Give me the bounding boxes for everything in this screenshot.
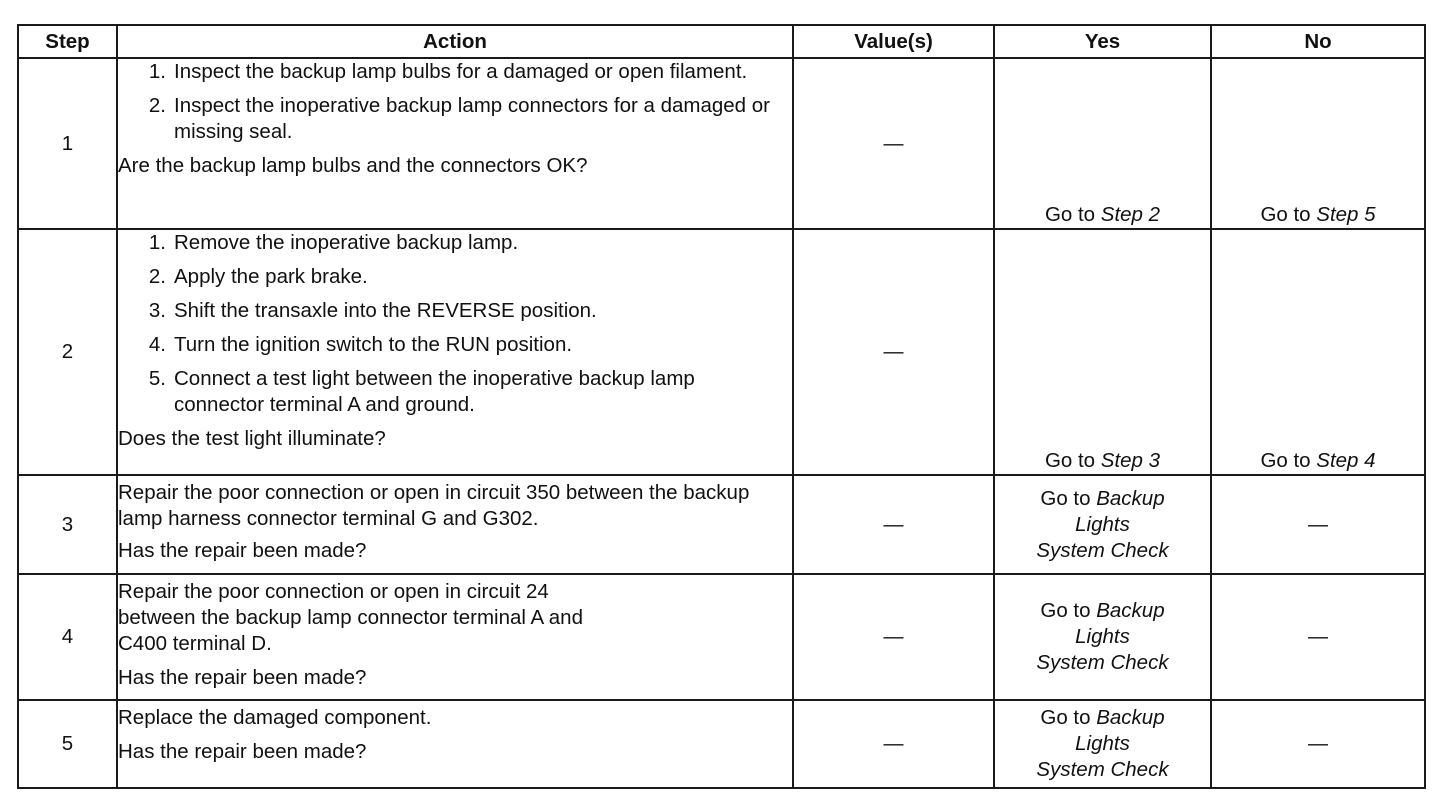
goto-target: Backup: [1096, 706, 1165, 729]
yes-line: [995, 512, 1210, 538]
question-text: Has the repair been made?: [118, 539, 367, 562]
list-item: [118, 332, 792, 358]
yes-line: [995, 650, 1210, 676]
goto-target: Backup: [1096, 599, 1165, 622]
yes-goto: [1045, 203, 1160, 226]
action-line: C400 terminal D.: [118, 632, 272, 655]
action-line: between the backup lamp connector terminal A and: [118, 606, 583, 629]
list-item: [118, 264, 792, 290]
action-cell: [117, 58, 793, 229]
item-text: Inspect the inoperative backup lamp connectors for a damaged or missing seal.: [174, 94, 770, 143]
item-number: 2.: [148, 265, 166, 288]
item-text: Apply the park brake.: [174, 265, 368, 288]
list-item: [118, 298, 792, 324]
goto-target: Step 4: [1316, 449, 1376, 472]
table-row: [18, 700, 1425, 788]
step-number: 5: [18, 700, 117, 788]
header-row: [18, 25, 1425, 58]
yes-line: [995, 731, 1210, 757]
header-values: Value(s): [793, 25, 994, 58]
table-row: [18, 58, 1425, 229]
goto-target: Step 5: [1316, 203, 1376, 226]
yes-line: [995, 624, 1210, 650]
table-row: [18, 229, 1425, 475]
action-cell: [117, 229, 793, 475]
value-dash: —: [883, 132, 904, 155]
table-row: [18, 574, 1425, 700]
yes-cell: [994, 229, 1211, 475]
action-cell: [117, 574, 793, 700]
value-dash: —: [883, 733, 904, 755]
item-number: 3.: [148, 299, 166, 322]
list-item: [118, 93, 792, 145]
step-number: 4: [18, 574, 117, 700]
goto-prefix: Go to: [1044, 449, 1101, 472]
value-cell: [793, 475, 994, 574]
item-text: Shift the transaxle into the REVERSE position.: [174, 299, 597, 322]
value-cell: [793, 58, 994, 229]
no-goto: [1260, 203, 1375, 226]
goto-target: Lights: [1075, 625, 1130, 648]
action-text: Replace the damaged component.: [118, 706, 432, 729]
goto-prefix: Go to: [1260, 203, 1317, 226]
list-item: [118, 59, 792, 85]
question-text: Has the repair been made?: [118, 666, 367, 689]
no-dash: —: [1308, 513, 1328, 536]
value-dash: —: [883, 341, 904, 363]
item-number: 2.: [148, 94, 166, 117]
header-yes: Yes: [994, 25, 1211, 58]
action-cell: [117, 475, 793, 574]
action-text: [118, 579, 792, 657]
no-cell: [1211, 475, 1425, 574]
action-cell: [117, 700, 793, 788]
goto-prefix: Go to: [1040, 486, 1097, 510]
goto-target: System Check: [1036, 651, 1169, 674]
goto-target: System Check: [1036, 538, 1169, 562]
item-text: Turn the ignition switch to the RUN position.: [174, 333, 573, 356]
yes-cell: [994, 700, 1211, 788]
value-dash: —: [883, 513, 904, 536]
action-line: Repair the poor connection or open in circuit 24: [118, 580, 549, 603]
list-item: [118, 366, 792, 418]
list-item: [118, 230, 792, 256]
no-dash: —: [1308, 733, 1328, 755]
question-text: Has the repair been made?: [118, 740, 367, 763]
goto-target: Backup: [1096, 486, 1165, 510]
step-number: 2: [18, 229, 117, 475]
value-cell: [793, 700, 994, 788]
no-dash: —: [1308, 626, 1328, 648]
action-text: Repair the poor connection or open in circuit 350 between the backup lamp harness connector terminal G and G302.: [118, 481, 750, 530]
item-number: 1.: [148, 60, 166, 83]
value-cell: [793, 574, 994, 700]
step-number: 3: [18, 475, 117, 574]
action-list: [118, 230, 792, 418]
no-cell: [1211, 574, 1425, 700]
item-number: 1.: [148, 231, 166, 254]
goto-prefix: Go to: [1044, 203, 1101, 226]
step-number: 1: [18, 58, 117, 229]
goto-prefix: Go to: [1040, 706, 1097, 729]
yes-cell: [994, 58, 1211, 229]
item-text: Inspect the backup lamp bulbs for a damaged or open filament.: [174, 60, 748, 83]
action-list: [118, 59, 792, 145]
no-goto: [1260, 449, 1375, 472]
goto-target: Lights: [1075, 512, 1130, 536]
goto-target: System Check: [1036, 758, 1169, 781]
no-cell: [1211, 700, 1425, 788]
item-number: 4.: [148, 333, 166, 356]
item-text: Remove the inoperative backup lamp.: [174, 231, 519, 254]
yes-line: [995, 486, 1210, 512]
yes-line: [995, 757, 1210, 783]
goto-target: Step 2: [1100, 203, 1161, 226]
diagnostic-table: [17, 24, 1426, 789]
yes-line: [995, 538, 1210, 564]
goto-prefix: Go to: [1260, 449, 1317, 472]
question-text: Are the backup lamp bulbs and the connectors OK?: [118, 154, 588, 177]
value-dash: —: [883, 626, 904, 648]
table-row: [18, 475, 1425, 574]
goto-target: Step 3: [1100, 449, 1161, 472]
yes-cell: [994, 574, 1211, 700]
header-no: No: [1211, 25, 1425, 58]
item-text: Connect a test light between the inoperative backup lamp connector terminal A and ground.: [174, 367, 695, 416]
header-step: Step: [18, 25, 117, 58]
item-number: 5.: [148, 367, 166, 390]
no-cell: [1211, 58, 1425, 229]
no-cell: [1211, 229, 1425, 475]
goto-target: Lights: [1075, 732, 1130, 755]
yes-cell: [994, 475, 1211, 574]
header-action: Action: [117, 25, 793, 58]
yes-line: [995, 705, 1210, 731]
value-cell: [793, 229, 994, 475]
yes-goto: [1045, 449, 1160, 472]
yes-line: [995, 598, 1210, 624]
goto-prefix: Go to: [1040, 599, 1097, 622]
question-text: Does the test light illuminate?: [118, 427, 386, 450]
